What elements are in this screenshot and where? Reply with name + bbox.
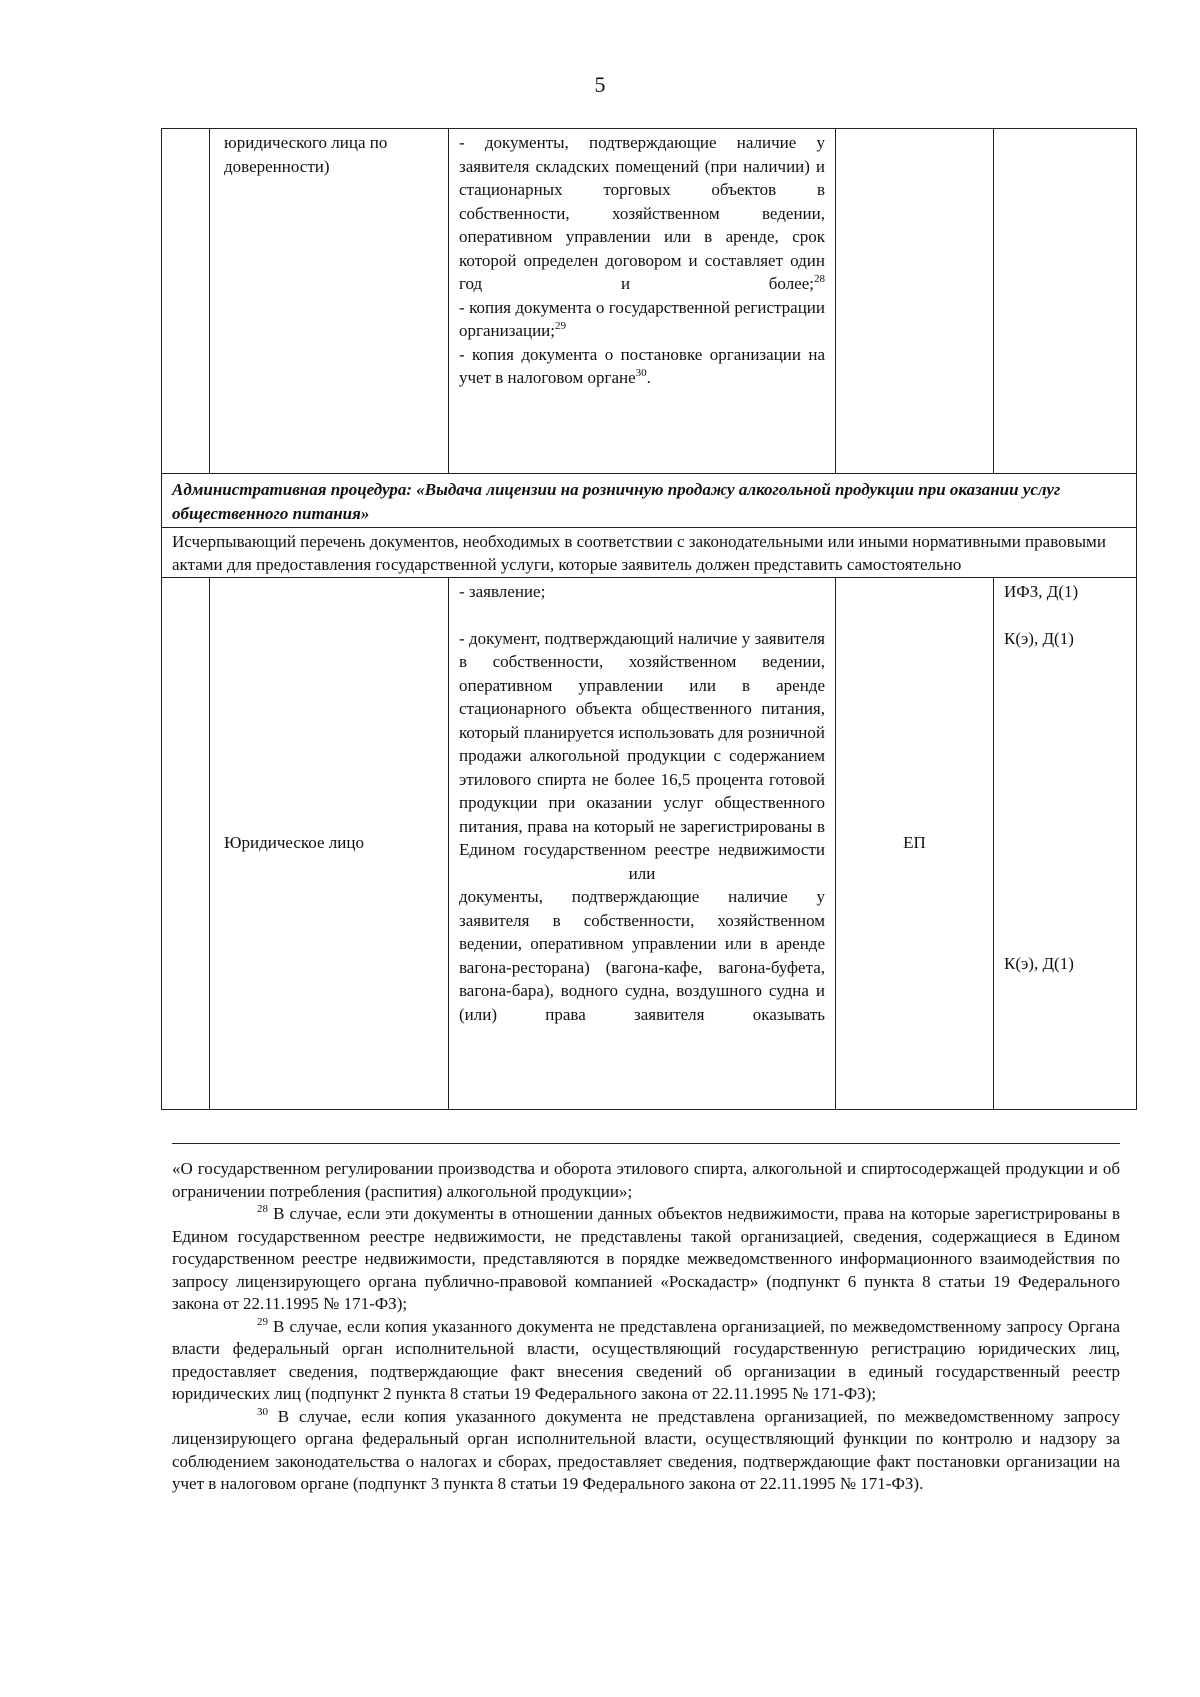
code-text: К(э), Д(1) [1004, 954, 1074, 973]
method-text: ЕП [903, 833, 926, 853]
applicant-text: Юридическое лицо [224, 833, 364, 853]
document-item: документы, подтверждающие наличие у заявителя в собственности, хозяйственном ведении, оперативном управлении или в аренде вагона-ресторана) (вагона-кафе, вагона-буфета, вагона-бара), водного судна, воздушного судна и (или) права заявителя оказывать [459, 887, 825, 1024]
section-row [162, 474, 1137, 528]
applicant-cell [210, 129, 449, 474]
number-cell [162, 129, 210, 474]
code-cell [994, 578, 1137, 1110]
footnote-continuation: «О государственном регулировании производства и оборота этилового спирта, алкогольной и спиртосодержащей продукции и об ограничении потребления (распития) алкогольной продукции»; [172, 1159, 1120, 1201]
document-item: - документ, подтверждающий наличие у заявителя в собственности, хозяйственном ведении, оперативном управлении или в аренде стационарного объекта общественного питания, который планируется использовать для розничной продажи алкогольной продукции с содержанием этилового спирта не более 16,5 процента готовой продукции при оказании услуг общественного питания, права на который не зарегистрированы в Едином государственном реестре недвижимости [459, 628, 825, 859]
code-cell [994, 129, 1137, 474]
list-header: Исчерпывающий перечень документов, необходимых в соответствии с законодательными или иными нормативными правовыми актами для предоставления государственной услуги, которые заявитель должен представить самостоятельно [162, 528, 1137, 578]
method-cell [836, 129, 994, 474]
applicant-text: юридического лица по доверенности) [224, 133, 388, 176]
code-text: К(э), Д(1) [1004, 628, 1074, 648]
documents-table [161, 128, 1137, 1110]
document-item: - копия документа о государственной регистрации организации;$^{29}$ [459, 297, 825, 340]
documents-cell [449, 578, 836, 1110]
documents-cell [449, 129, 836, 474]
or-label: или [628, 863, 656, 883]
code-text: ИФЗ, Д(1) [1004, 582, 1079, 601]
footnote-ref: 30 [635, 367, 647, 379]
page-number: 5 [594, 72, 606, 97]
applicant-cell [210, 578, 449, 1110]
list-header-row [162, 528, 1137, 578]
footnote-28: $^{28}$ В случае, если эти документы в отношении данных объектов недвижимости, права на которые зарегистрированы в Едином государственном реестре недвижимости, не представлены такой организацией, сведения, содержащиеся в Едином государственном реестре недвижимости, представляются в порядке межведомственного информационного взаимодействия по запросу лицензирующего органа публично-правовой компанией «Роскадастр» (подпункт 6 пункта 8 статьи 19 Федерального закона от 22.11.1995 № 171-ФЗ); [172, 1203, 1120, 1313]
document-item: - документы, подтверждающие наличие у заявителя складских помещений (при наличии) и стационарных торговых объектов в собственности, хозяйственном ведении, оперативном управлении или в аренде, срок которой определен договором и составляет один год и более;$^{28}$ [459, 133, 825, 293]
footnotes [172, 1158, 1120, 1496]
footnote-30: $^{30}$ В случае, если копия указанного документа не представлена организацией, по межведомственному запросу лицензирующего органа федеральный орган исполнительной власти, осуществляющий функции по контролю и надзору за соблюдением законодательства о налогах и сборах, предоставляет сведения, подтверждающие факт постановки организации на учет в налоговом органе (подпункт 3 пункта 8 статьи 19 Федерального закона от 22.11.1995 № 171-ФЗ). [172, 1405, 1120, 1493]
footnote-ref: 29 [555, 320, 566, 332]
footnote-separator [172, 1143, 1120, 1144]
table-row [162, 578, 1137, 1110]
footnote-29: $^{29}$ В случае, если копия указанного документа не представлена организацией, по межведомственному запросу Органа власти федеральный орган исполнительной власти, осуществляющий государственную регистрацию юридических лиц, предоставляет сведения, подтверждающие факт внесения сведений об организации в единый государственный реестр юридических лиц (подпункт 2 пункта 8 статьи 19 Федерального закона от 22.11.1995 № 171-ФЗ); [172, 1315, 1120, 1403]
document-item: - копия документа о постановке организации на учет в налоговом органе$^{30}$. [459, 344, 825, 387]
number-cell [162, 578, 210, 1110]
table-row [162, 129, 1137, 474]
method-cell [836, 578, 994, 1110]
footnote-ref: 28 [814, 273, 825, 285]
section-title: Административная процедура: «Выдача лицензии на розничную продажу алкогольной продукции при оказании услуг общественного питания» [162, 474, 1137, 528]
document-item: - заявление; [459, 582, 546, 601]
